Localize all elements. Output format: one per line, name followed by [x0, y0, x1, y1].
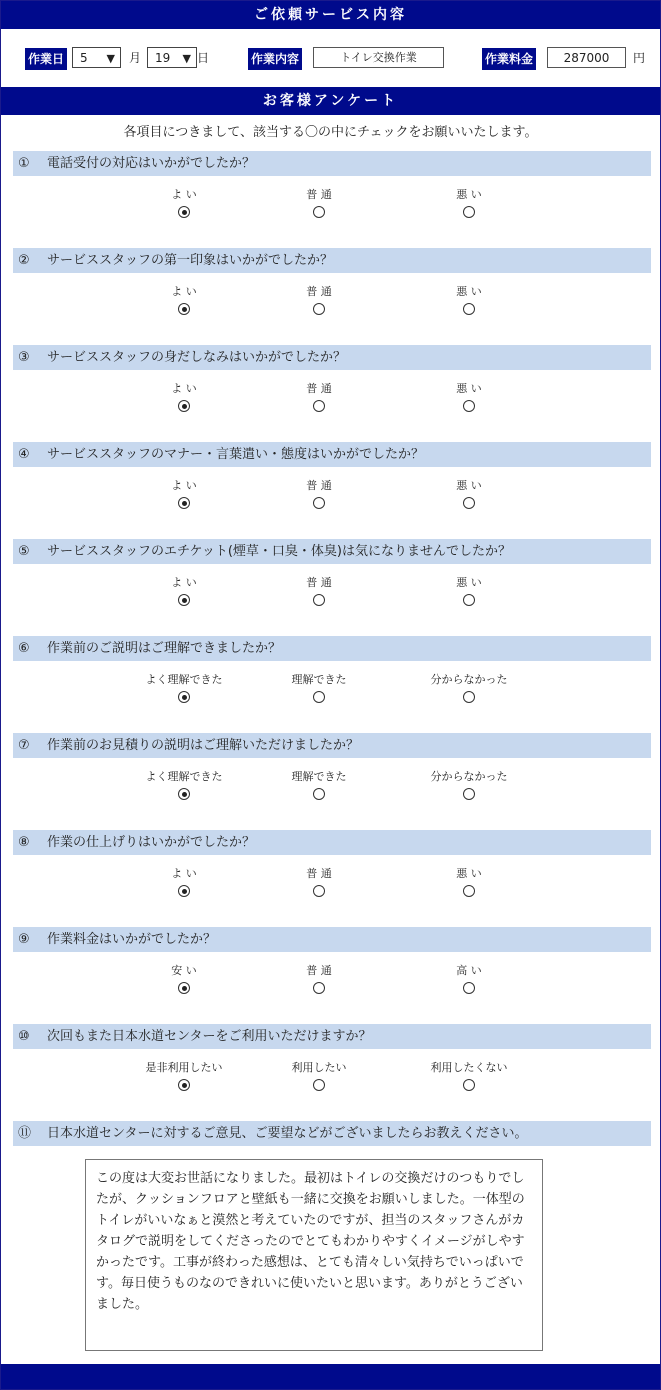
- question-bar: [13, 927, 651, 952]
- answer-option[interactable]: [399, 769, 539, 804]
- question-number: ③: [18, 350, 30, 365]
- fee-unit: 円: [633, 51, 646, 65]
- radio-button[interactable]: [178, 1079, 190, 1091]
- answer-option-label: 理解できた: [291, 770, 347, 783]
- question-text: サービススタッフの第一印象はいかがでしたか？: [47, 253, 334, 268]
- answer-option-label: よく理解できた: [145, 770, 223, 783]
- survey-intro: 各項目につきまして、該当する〇の中にチェックをお願いいたします。: [123, 125, 538, 140]
- answer-option-label: 悪 い: [456, 867, 482, 880]
- answer-option-label: 悪 い: [456, 382, 482, 395]
- answer-option[interactable]: [249, 769, 389, 804]
- answer-option[interactable]: [114, 478, 254, 513]
- radio-button[interactable]: [178, 691, 190, 703]
- answer-option[interactable]: [114, 769, 254, 804]
- answer-option-label: 利用したくない: [430, 1061, 508, 1074]
- answer-option[interactable]: [399, 478, 539, 513]
- day-select[interactable]: [147, 47, 197, 68]
- question-text: 作業前のご説明はご理解できましたか？: [47, 641, 282, 656]
- radio-button[interactable]: [178, 788, 190, 800]
- answer-option-label: 分からなかった: [430, 770, 508, 783]
- answer-option-label: よ い: [171, 867, 197, 880]
- answer-option-label: 悪 い: [456, 188, 482, 201]
- radio-button[interactable]: [178, 400, 190, 412]
- question-block: [1, 345, 660, 442]
- question-block: [1, 927, 660, 1024]
- answer-option-label: 普 通: [306, 576, 332, 589]
- radio-button[interactable]: [313, 885, 325, 897]
- answer-option-label: よく理解できた: [145, 673, 223, 686]
- answer-option[interactable]: [399, 866, 539, 901]
- radio-button[interactable]: [178, 594, 190, 606]
- work-label: 作業内容: [248, 48, 302, 70]
- question-block: [1, 151, 660, 248]
- radio-button[interactable]: [313, 594, 325, 606]
- question-bar: [13, 636, 651, 661]
- comment-textarea[interactable]: この度は大変お世話になりました。最初はトイレの交換だけのつもりでしたが、クッションフロアと壁紙も一緒に交換をお願いしました。一体型のトイレがいいなぁと漠然と考えていたのですが、担当のスタッフさんがカタログで説明をしてくださったのでとてもわかりやすくイメージがしやすかったです。工事が終わった感想は、とても清々しい気持ちでいっぱいです。毎日使うものなのできれいに使いたいと思います。ありがとうございました。: [85, 1159, 543, 1351]
- radio-button[interactable]: [463, 982, 475, 994]
- answer-option-label: 普 通: [306, 382, 332, 395]
- chevron-down-icon: ▼: [106, 52, 115, 65]
- answer-option[interactable]: [249, 963, 389, 998]
- question-number: ⑧: [18, 835, 30, 850]
- answer-option[interactable]: [399, 1060, 539, 1095]
- answer-option[interactable]: [399, 284, 539, 319]
- answer-option[interactable]: [399, 575, 539, 610]
- radio-button[interactable]: [178, 982, 190, 994]
- answer-option-label: 悪 い: [456, 576, 482, 589]
- question-number: ④: [18, 447, 30, 462]
- question-bar: [13, 151, 651, 176]
- date-label: 作業日: [25, 48, 67, 70]
- answer-option[interactable]: [114, 672, 254, 707]
- answer-option[interactable]: [114, 963, 254, 998]
- answer-option-label: よ い: [171, 479, 197, 492]
- question-block: [1, 442, 660, 539]
- question-block: [1, 1024, 660, 1121]
- answer-option-label: 普 通: [306, 867, 332, 880]
- work-content-field[interactable]: トイレ交換作業: [313, 47, 444, 68]
- question-text: 次回もまた日本水道センターをご利用いただけますか？: [47, 1029, 372, 1044]
- answer-option-label: よ い: [171, 188, 197, 201]
- footer-band: [1, 1364, 660, 1389]
- radio-button[interactable]: [178, 303, 190, 315]
- radio-button[interactable]: [313, 206, 325, 218]
- answer-option[interactable]: [399, 672, 539, 707]
- question-text: 作業の仕上げりはいかがでしたか？: [47, 835, 256, 850]
- answer-option-label: よ い: [171, 576, 197, 589]
- radio-button[interactable]: [313, 1079, 325, 1091]
- radio-button[interactable]: [463, 303, 475, 315]
- question-number: ⑪: [18, 1126, 32, 1141]
- answer-option-label: 利用したい: [291, 1061, 347, 1074]
- question-bar: [13, 345, 651, 370]
- question-bar: [13, 539, 651, 564]
- question-number: ②: [18, 253, 30, 268]
- answer-option-label: 分からなかった: [430, 673, 508, 686]
- question-list: [1, 151, 660, 1121]
- month-value: 5: [80, 51, 88, 65]
- radio-button[interactable]: [463, 206, 475, 218]
- radio-button[interactable]: [313, 691, 325, 703]
- day-value: 19: [155, 51, 171, 65]
- comment-section: [1, 1121, 660, 1361]
- question-number: ⑥: [18, 641, 30, 656]
- question-block: [1, 539, 660, 636]
- radio-button[interactable]: [463, 691, 475, 703]
- radio-button[interactable]: [463, 594, 475, 606]
- answer-option[interactable]: [249, 672, 389, 707]
- answer-option-label: 悪 い: [456, 479, 482, 492]
- answer-option-label: よ い: [171, 285, 197, 298]
- radio-button[interactable]: [313, 788, 325, 800]
- answer-option-label: 是非利用したい: [145, 1061, 223, 1074]
- day-unit: 日: [197, 51, 210, 65]
- fee-field[interactable]: 287000: [547, 47, 626, 68]
- question-text: サービススタッフのエチケット(煙草・口臭・体臭)は気になりませんでしたか？: [47, 544, 511, 559]
- question-bar: [13, 1121, 651, 1146]
- answer-option[interactable]: [249, 284, 389, 319]
- answer-option[interactable]: [249, 187, 389, 222]
- answer-option-label: よ い: [171, 382, 197, 395]
- radio-button[interactable]: [178, 206, 190, 218]
- chevron-down-icon: ▼: [182, 52, 191, 65]
- answer-option[interactable]: [249, 575, 389, 610]
- answer-option-label: 普 通: [306, 188, 332, 201]
- question-bar: [13, 442, 651, 467]
- radio-button[interactable]: [178, 497, 190, 509]
- service-header: ご依頼サービス内容: [1, 1, 660, 29]
- question-number: ⑤: [18, 544, 30, 559]
- question-text: 日本水道センターに対するご意見、ご要望などがございましたらお教えください。: [47, 1126, 528, 1141]
- answer-option[interactable]: [399, 187, 539, 222]
- answer-option[interactable]: [249, 866, 389, 901]
- answer-option-label: 安 い: [171, 964, 197, 977]
- question-text: 作業前のお見積りの説明はご理解いただけましたか？: [47, 738, 360, 753]
- answer-option[interactable]: [114, 381, 254, 416]
- fee-label: 作業料金: [482, 48, 536, 70]
- answer-option-label: 悪 い: [456, 285, 482, 298]
- answer-option-label: 普 通: [306, 479, 332, 492]
- answer-option-label: 普 通: [306, 285, 332, 298]
- answer-option[interactable]: [399, 381, 539, 416]
- radio-button[interactable]: [463, 497, 475, 509]
- answer-option[interactable]: [114, 575, 254, 610]
- answer-option[interactable]: [249, 1060, 389, 1095]
- question-number: ①: [18, 156, 30, 171]
- answer-option[interactable]: [114, 866, 254, 901]
- question-text: サービススタッフの身だしなみはいかがでしたか？: [47, 350, 347, 365]
- radio-button[interactable]: [463, 1079, 475, 1091]
- question-block: [1, 248, 660, 345]
- month-unit: 月: [129, 51, 142, 65]
- answer-option[interactable]: [114, 284, 254, 319]
- question-text: サービススタッフのマナー・言葉遣い・態度はいかがでしたか？: [47, 447, 425, 462]
- answer-option[interactable]: [114, 187, 254, 222]
- month-select[interactable]: [72, 47, 121, 68]
- answer-option-label: 理解できた: [291, 673, 347, 686]
- question-number: ⑨: [18, 932, 30, 947]
- answer-option-label: 普 通: [306, 964, 332, 977]
- question-number: ⑦: [18, 738, 30, 753]
- question-text: 作業料金はいかがでしたか？: [47, 932, 217, 947]
- radio-button[interactable]: [463, 885, 475, 897]
- question-text: 電話受付の対応はいかがでしたか？: [47, 156, 256, 171]
- question-number: ⑩: [18, 1029, 30, 1044]
- radio-button[interactable]: [313, 497, 325, 509]
- question-bar: [13, 733, 651, 758]
- radio-button[interactable]: [178, 885, 190, 897]
- question-bar: [13, 830, 651, 855]
- answer-option[interactable]: [399, 963, 539, 998]
- question-block: [1, 636, 660, 733]
- radio-button[interactable]: [313, 400, 325, 412]
- answer-option[interactable]: [249, 478, 389, 513]
- question-block: [1, 830, 660, 927]
- answer-option[interactable]: [114, 1060, 254, 1095]
- radio-button[interactable]: [313, 303, 325, 315]
- answer-option-label: 高 い: [456, 964, 482, 977]
- question-block: [1, 733, 660, 830]
- radio-button[interactable]: [313, 982, 325, 994]
- radio-button[interactable]: [463, 400, 475, 412]
- answer-option[interactable]: [249, 381, 389, 416]
- question-bar: [13, 248, 651, 273]
- radio-button[interactable]: [463, 788, 475, 800]
- service-info-row: [1, 29, 660, 87]
- survey-header: お客様アンケート: [1, 87, 660, 115]
- question-bar: [13, 1024, 651, 1049]
